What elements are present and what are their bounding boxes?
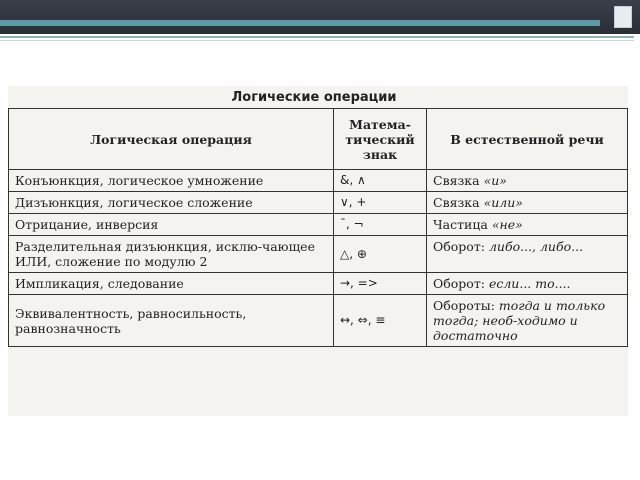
sign-cell: ↔, ⇔, ≡ xyxy=(334,295,427,347)
natural-prefix: Частица xyxy=(433,217,488,232)
operation-cell: Конъюнкция, логическое умножение xyxy=(9,170,334,192)
table-header-row xyxy=(9,109,628,170)
natural-italic: «или» xyxy=(483,195,523,210)
header-rule xyxy=(0,36,634,38)
natural-italic: если... то.... xyxy=(488,276,571,291)
natural-italic: «и» xyxy=(483,173,507,188)
natural-cell xyxy=(427,273,628,295)
table-row xyxy=(9,273,628,295)
natural-prefix: Связка xyxy=(433,173,480,188)
logic-operations-table xyxy=(8,108,628,347)
table-row xyxy=(9,236,628,273)
header-accent-stripe xyxy=(0,20,600,26)
operation-cell: Эквивалентность, равносильность, равнозначность xyxy=(9,295,334,347)
table-row xyxy=(9,214,628,236)
table-row xyxy=(9,192,628,214)
natural-cell xyxy=(427,295,628,347)
natural-cell xyxy=(427,214,628,236)
sign-cell: ¯, ¬ xyxy=(334,214,427,236)
operation-cell: Дизъюнкция, логическое сложение xyxy=(9,192,334,214)
natural-prefix: Оборот: xyxy=(433,276,485,291)
natural-prefix: Обороты: xyxy=(433,298,495,313)
header-operation: Логическая операция xyxy=(9,109,334,170)
natural-cell xyxy=(427,170,628,192)
operation-cell: Разделительная дизъюнкция, исклю-чающее ИЛИ, сложение по модулю 2 xyxy=(9,236,334,273)
operation-cell: Импликация, следование xyxy=(9,273,334,295)
natural-cell xyxy=(427,192,628,214)
header-natural-language: В естественной речи xyxy=(427,109,628,170)
natural-cell xyxy=(427,236,628,273)
table-row xyxy=(9,170,628,192)
natural-italic: тогда и только тогда; необ-ходимо и достаточно xyxy=(433,298,606,343)
header-corner-decoration xyxy=(614,6,632,28)
natural-italic: «не» xyxy=(491,217,523,232)
sign-cell: △, ⊕ xyxy=(334,236,427,273)
sign-cell: →, => xyxy=(334,273,427,295)
table-row xyxy=(9,295,628,347)
operation-cell: Отрицание, инверсия xyxy=(9,214,334,236)
header-math-sign: Матема-тический знак xyxy=(334,109,427,170)
header-rule-thin xyxy=(0,40,634,41)
sign-cell: ∨, + xyxy=(334,192,427,214)
sign-cell: &, ∧ xyxy=(334,170,427,192)
natural-italic: либо..., либо... xyxy=(488,239,584,254)
page-title: Логические операции xyxy=(231,90,397,105)
slide-header-bar xyxy=(0,0,640,34)
natural-prefix: Оборот: xyxy=(433,239,485,254)
natural-prefix: Связка xyxy=(433,195,480,210)
